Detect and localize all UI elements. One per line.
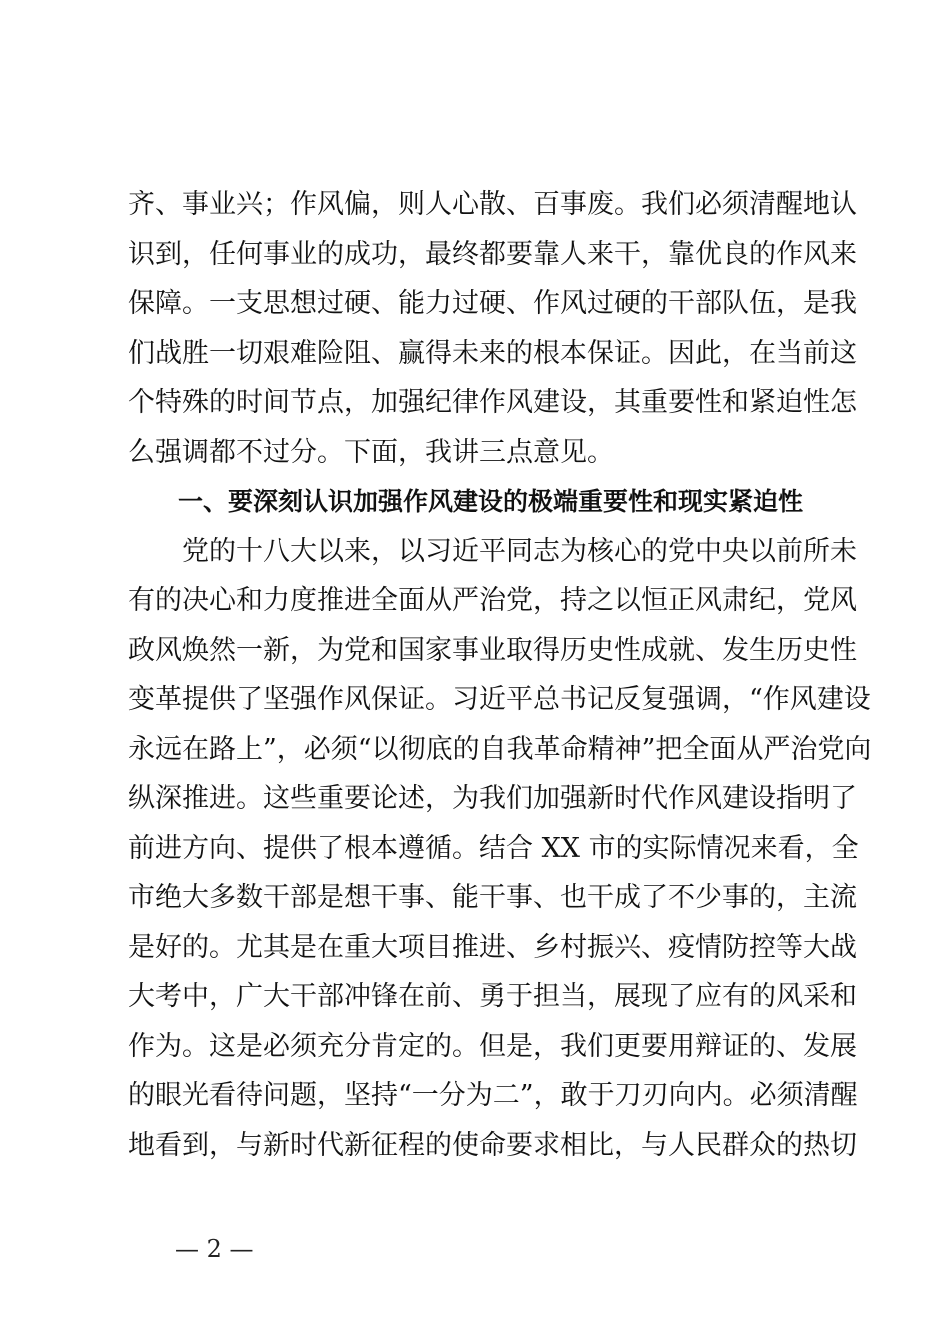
text-line: 市绝大多数干部是想干事、能干事、也干成了不少事的，主流 [128, 882, 857, 913]
document-body [128, 180, 872, 1170]
text-line: 么强调都不过分。下面，我讲三点意见。 [128, 436, 614, 468]
text-line: 永远在路上”，必须“以彻底的自我革命精神”把全面从严治党向 [128, 733, 872, 765]
text-line: 变革提供了坚强作风保证。习近平总书记反复强调，“作风建设 [128, 684, 871, 715]
text-line: 大考中，广大干部冲锋在前、勇于担当，展现了应有的风采和 [128, 981, 857, 1012]
text-line: 的眼光看待问题，坚持“一分为二”，敢于刀刃向内。必须清醒 [128, 1080, 858, 1111]
text-line: 纵深推进。这些重要论述，为我们加强新时代作风建设指明了 [128, 783, 857, 814]
text-line: 有的决心和力度推进全面从严治党，持之以恒正风肃纪，党风 [128, 585, 857, 616]
text-line: 地看到，与新时代新征程的使命要求相比，与人民群众的热切 [128, 1129, 857, 1161]
section-heading: 一、要深刻认识加强作风建设的极端重要性和现实紧迫性 [178, 487, 804, 516]
text-line: 政风焕然一新，为党和国家事业取得历史性成就、发生历史性 [128, 634, 857, 666]
text-line: 作为。这是必须充分肯定的。但是，我们更要用辩证的、发展 [128, 1030, 857, 1062]
text-line: 是好的。尤其是在重大项目推进、乡村振兴、疫情防控等大战 [128, 931, 857, 963]
text-line: 保障。一支思想过硬、能力过硬、作风过硬的干部队伍，是我 [128, 288, 857, 319]
text-line: 齐、事业兴；作风偏，则人心散、百事废。我们必须清醒地认 [128, 189, 857, 220]
text-line: 前进方向、提供了根本遵循。结合 XX 市的实际情况来看，全 [128, 832, 859, 864]
text-line: 党的十八大以来，以习近平同志为核心的党中央以前所未 [128, 535, 857, 567]
page-number: — 2 — [175, 1235, 254, 1263]
text-line: 个特殊的时间节点，加强纪律作风建设，其重要性和紧迫性怎 [128, 387, 857, 418]
text-line: 们战胜一切艰难险阻、赢得未来的根本保证。因此，在当前这 [128, 337, 857, 369]
text-line: 识到，任何事业的成功，最终都要靠人来干，靠优良的作风来 [128, 238, 857, 270]
